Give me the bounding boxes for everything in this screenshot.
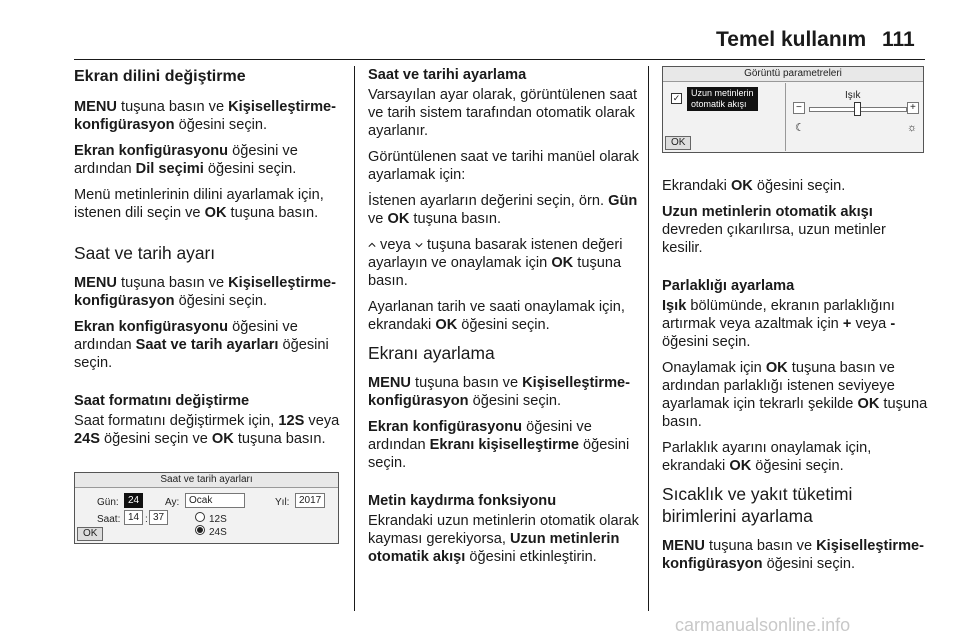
month-label: Ay:	[165, 497, 180, 508]
minus-button: −	[793, 102, 805, 114]
minute-field: 37	[149, 510, 168, 525]
paragraph: Varsayılan ayar olarak, görüntülenen saat ve tarih sistem tarafından otomatik olarak ayarlanır.	[368, 87, 638, 139]
column-3	[662, 66, 930, 581]
section-heading-units: Sıcaklık ve yakıt tüketimi birimlerini ayarlama	[662, 484, 853, 526]
section-heading-screen: Ekranı ayarlama	[368, 343, 495, 363]
paragraph: Ayarlanan tarih ve saati onaylamak için, ekrandaki OK öğesini seçin.	[368, 299, 625, 333]
paragraph: Ekrandaki uzun metinlerin otomatik olarak kayması gerekiyorsa, Uzun metinlerin otomatik akışı öğesini etkinleştirin.	[368, 513, 639, 565]
paragraph: Görüntülenen saat ve tarihi manüel olarak ayarlamak için:	[368, 149, 639, 183]
checkbox-checked-icon: ✓	[672, 93, 681, 103]
paragraph: MENU tuşuna basın ve Kişiselleştirme-konfigürasyon öğesini seçin.	[74, 275, 337, 309]
radio-12s	[195, 512, 205, 522]
subheading-format: Saat formatını değiştirme	[74, 393, 250, 409]
time-label: Saat:	[97, 514, 121, 525]
radio-24s	[195, 525, 205, 535]
year-label: Yıl:	[275, 497, 290, 508]
ok-button: OK	[665, 136, 691, 150]
paragraph: Menü metinlerinin dilini ayarlamak için, istenen dili seçin ve OK tuşuna basın.	[74, 187, 324, 221]
column-divider-1	[354, 66, 355, 611]
month-field: Ocak	[185, 493, 245, 508]
paragraph: İstenen ayarların değerini seçin, örn. Gün ve OK tuşuna basın.	[368, 193, 638, 227]
page-header-title: Temel kullanım	[716, 28, 867, 51]
chevron-down-icon	[415, 241, 423, 249]
light-label: Işık	[845, 90, 861, 101]
paragraph: MENU tuşuna basın ve Kişiselleştirme-konfigürasyon öğesini seçin.	[74, 99, 337, 133]
hour-field: 14	[124, 510, 143, 525]
paragraph: veya tuşuna basarak istenen değeri ayarlayın ve onaylamak için OK tuşuna basın.	[368, 237, 623, 289]
header-rule	[74, 59, 925, 60]
watermark: carmanualsonline.info	[675, 615, 851, 635]
sun-icon: ☼	[907, 122, 918, 134]
figure-title: Saat ve tarih ayarları	[75, 473, 338, 488]
paragraph: Işık bölümünde, ekranın parlaklığını artırmak veya azaltmak için + veya - öğesini seçin.	[662, 298, 896, 350]
moon-icon: ☾	[795, 122, 805, 134]
paragraph: Saat formatını değiştirmek için, 12S veya 24S öğesini seçin ve OK tuşuna basın.	[74, 413, 340, 447]
clock-settings-figure	[74, 472, 339, 544]
display-parameters-figure	[662, 66, 924, 153]
section-heading-language: Ekran dilini değiştirme	[74, 68, 246, 85]
paragraph: Onaylamak için OK tuşuna basın ve ardından parlaklığı istenen seviyeye ayarlamak için tekrarlı şekilde OK tuşuna basın.	[662, 360, 928, 430]
paragraph: MENU tuşuna basın ve Kişiselleştirme-konfigürasyon öğesini seçin.	[368, 375, 631, 409]
radio-24s-label: 24S	[209, 527, 227, 538]
radio-12s-label: 12S	[209, 514, 227, 525]
column-divider-2	[648, 66, 649, 611]
column-1	[74, 66, 346, 544]
day-label: Gün:	[97, 497, 119, 508]
paragraph: Ekran konfigürasyonu öğesini ve ardından Saat ve tarih ayarları öğesini seçin.	[74, 319, 329, 371]
paragraph: Ekran konfigürasyonu öğesini ve ardından Ekranı kişiselleştirme öğesini seçin.	[368, 419, 630, 471]
brightness-slider-thumb	[854, 102, 861, 116]
paragraph: Parlaklık ayarını onaylamak için, ekrandaki OK öğesini seçin.	[662, 440, 872, 474]
time-separator: :	[145, 514, 148, 525]
subheading-set: Saat ve tarihi ayarlama	[368, 67, 527, 83]
paragraph: Ekran konfigürasyonu öğesini ve ardından Dil seçimi öğesini seçin.	[74, 143, 298, 177]
page-number: 111	[882, 28, 915, 51]
paragraph: MENU tuşuna basın ve Kişiselleştirme-konfigürasyon öğesini seçin.	[662, 538, 925, 572]
subheading-scroll: Metin kaydırma fonksiyonu	[368, 493, 557, 509]
day-field: 24	[124, 493, 143, 508]
figure-divider	[785, 83, 786, 151]
figure-title: Görüntü parametreleri	[663, 67, 923, 82]
section-heading-clock: Saat ve tarih ayarı	[74, 243, 216, 263]
paragraph: Uzun metinlerin otomatik akışı devreden çıkarılırsa, uzun metinler kesilir.	[662, 204, 886, 256]
chevron-up-icon	[368, 241, 376, 249]
scroll-option-label: Uzun metinlerin otomatik akışı	[687, 87, 758, 111]
plus-button: +	[907, 102, 919, 114]
paragraph: Ekrandaki OK öğesini seçin.	[662, 178, 846, 194]
subheading-brightness: Parlaklığı ayarlama	[662, 278, 795, 294]
year-field: 2017	[295, 493, 325, 508]
ok-button: OK	[77, 527, 103, 541]
column-2	[368, 66, 640, 574]
